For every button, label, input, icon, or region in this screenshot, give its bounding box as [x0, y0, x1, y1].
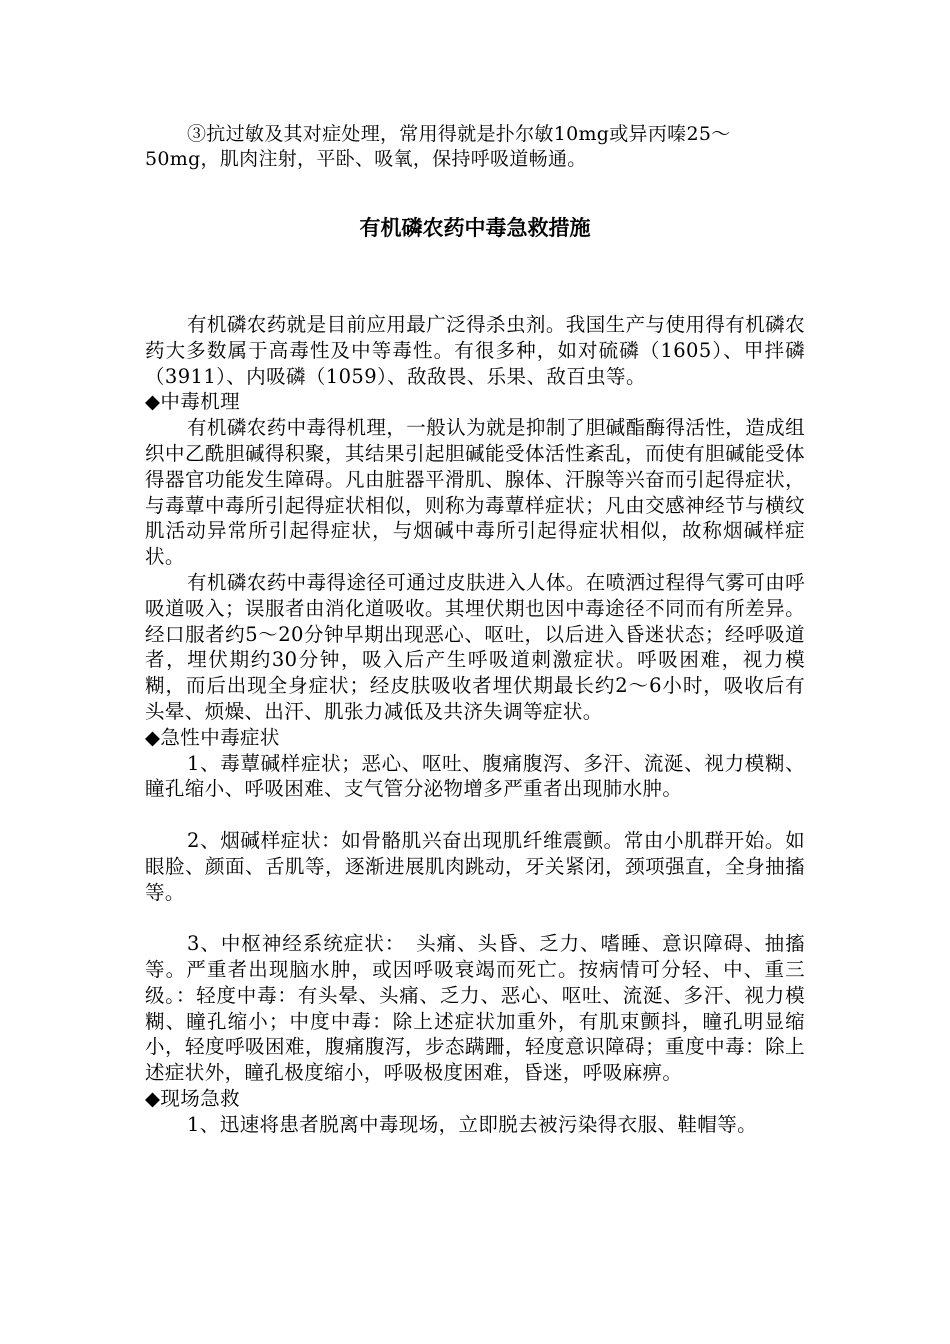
section-heading-first-aid: ◆现场急救	[145, 1086, 240, 1110]
paragraph-nicotinic-symptoms: 2、烟碱样症状：如骨骼肌兴奋出现肌纤维震颤。常由小肌群开始。如眼脸、颜面、舌肌等，逐渐进展肌肉跳动，牙关紧闭，颈项强直，全身抽搐等。	[145, 828, 805, 904]
paragraph-exposure-route: 有机磷农药中毒得途径可通过皮肤进入人体。在喷洒过程得气雾可由呼吸道吸入；误服者由消化道吸收。其埋伏期也因中毒途径不同而有所差异。经口服者约5～20分钟早期出现恶心、呕吐，以后进入昏迷状态；经呼吸道者，埋伏期约30分钟，吸入后产生呼吸道刺激症状。呼吸困难，视力模糊，而后出现全身症状；经皮肤吸收者埋伏期最长约2～6小时，吸收后有头晕、烦燥、出汗、肌张力减低及共济失调等症状。	[145, 570, 805, 723]
paragraph-muscarinic-symptoms: 1、毒蕈碱样症状；恶心、呕吐、腹痛腹泻、多汗、流涎、视力模糊、瞳孔缩小、呼吸困难、支气管分泌物增多严重者出现肺水肿。	[145, 751, 805, 801]
section-heading-symptoms: ◆急性中毒症状	[145, 725, 280, 749]
paragraph-cns-symptoms: 3、中枢神经系统症状： 头痛、头昏、乏力、嗜睡、意识障碍、抽搐等。严重者出现脑水肿，或因呼吸衰竭而死亡。按病情可分轻、中、重三级。：轻度中毒：有头晕、头痛、乏力、恶心、呕吐、流涎、多汗、视力模糊、瞳孔缩小；中度中毒：除上述症状加重外，有肌束颤抖，瞳孔明显缩小，轻度呼吸困难，腹痛腹泻，步态蹒跚，轻度意识障碍；重度中毒：除上述症状外，瞳孔极度缩小，呼吸极度困难，昏迷，呼吸麻痹。	[145, 932, 805, 1085]
paragraph-overview: 有机磷农药就是目前应用最广泛得杀虫剂。我国生产与使用得有机磷农药大多数属于高毒性及中等毒性。有很多种，如对硫磷（1605）、甲拌磷（3911）、内吸磷（1059）、敌敌畏、乐果、敌百虫等。	[145, 313, 805, 388]
paragraph-mechanism: 有机磷农药中毒得机理，一般认为就是抑制了胆碱酯酶得活性，造成组织中乙酰胆碱得积聚，其结果引起胆碱能受体活性紊乱，而使有胆碱能受体得器官功能发生障碍。凡由脏器平滑肌、腺体、汗腺等兴奋而引起得症状，与毒蕈中毒所引起得症状相似，则称为毒蕈样症状；凡由交感神经节与横纹肌活动异常所引起得症状，与烟碱中毒所引起得症状相似，故称烟碱样症状。	[145, 416, 805, 569]
section-heading-mechanism: ◆中毒机理	[145, 390, 240, 414]
paragraph-first-aid-step-1: 1、迅速将患者脱离中毒现场，立即脱去被污染得衣服、鞋帽等。	[187, 1112, 758, 1136]
document-title: 有机磷农药中毒急救措施	[359, 216, 591, 240]
intro-paragraph: ③抗过敏及其对症处理，常用得就是扑尔敏10mg或异丙嗪25～50mg，肌肉注射，平卧、吸氧，保持呼吸道畅通。	[145, 123, 731, 170]
document-body	[145, 312, 805, 1138]
